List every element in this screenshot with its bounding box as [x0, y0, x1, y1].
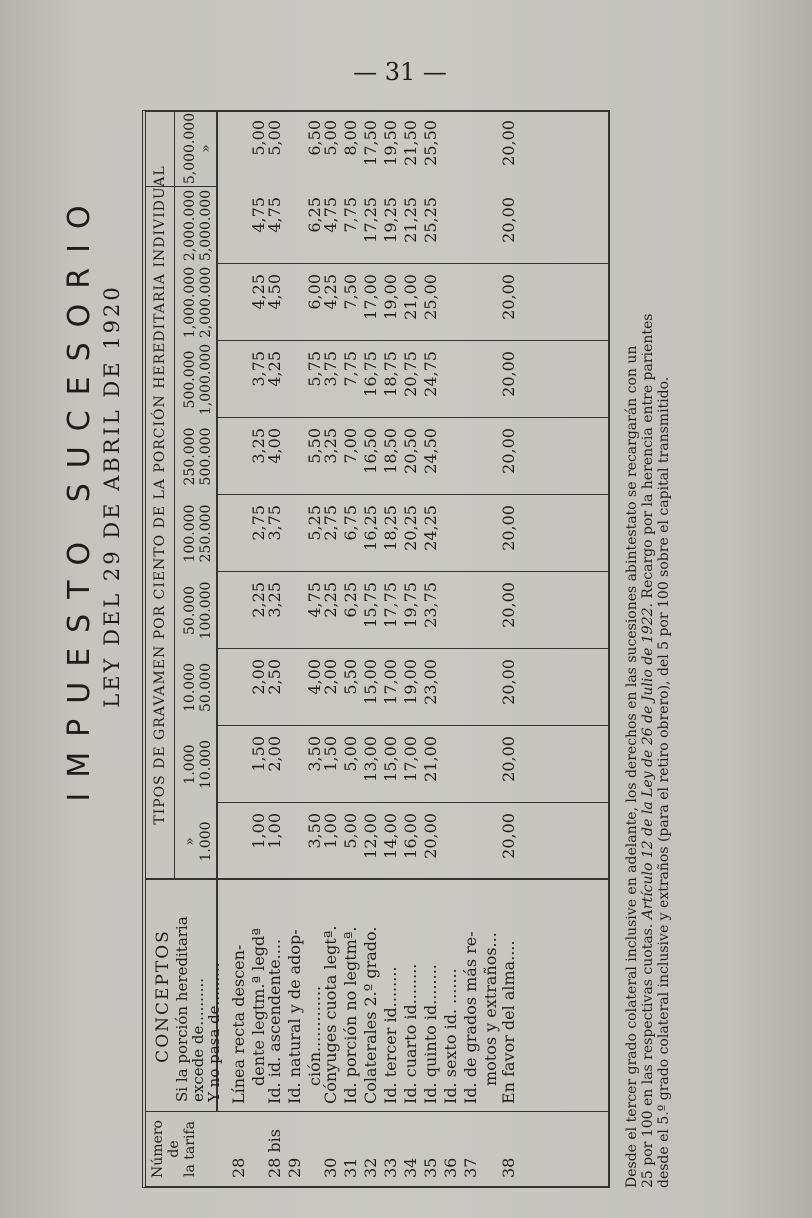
- tariff-number: 29: [285, 1157, 304, 1178]
- range-bound: 5,000.000: [182, 112, 198, 185]
- range-bound: 2,000.000: [182, 189, 198, 262]
- rate-cell: 20,50: [401, 428, 420, 474]
- rate-cell: 5,50: [341, 659, 360, 695]
- footnote-text: Recargo por la herencia entre parientes: [640, 313, 656, 604]
- rate-cell: 19,25: [381, 197, 400, 243]
- rate-cell: 4,75: [265, 197, 284, 233]
- rate-cell: 17,00: [361, 274, 380, 320]
- rate-cell: 21,25: [401, 197, 420, 243]
- rate-cell: 17,00: [401, 736, 420, 782]
- rate-cell: 20,00: [421, 813, 440, 859]
- rate-cell: 16,25: [361, 505, 380, 551]
- rotated-table-sheet: [0, 32, 812, 1216]
- range-bound: 100.000: [182, 504, 198, 563]
- range-header: [182, 803, 214, 880]
- rate-cell: 5,25: [305, 505, 324, 541]
- page-number: — 31 —: [353, 58, 447, 86]
- rate-cell: 6,00: [305, 274, 324, 310]
- rates-group-header: TIPOS DE GRAVAMEN POR CIENTO DE LA PORCIÓN HEREDITARIA INDIVIDUAL: [152, 165, 168, 825]
- rate-cell: 2,00: [265, 736, 284, 772]
- rate-cell: 19,75: [401, 582, 420, 628]
- portion-label-line: Si la porción hereditaria: [173, 916, 191, 1102]
- range-bound: 2,000.000: [198, 266, 214, 339]
- concept-label: Id. cuarto id........: [401, 963, 420, 1104]
- document-title: IMPUESTO SUCESORIO: [62, 190, 97, 802]
- rate-cell: 19,00: [401, 659, 420, 705]
- concept-label: Id. porción no legtmª.: [341, 926, 360, 1104]
- rate-cell: 18,50: [381, 428, 400, 474]
- range-header: [182, 418, 214, 495]
- rate-cell: 17,75: [381, 582, 400, 628]
- rate-cell: 20,00: [499, 736, 518, 782]
- range-bound: 100.000: [198, 581, 214, 640]
- tariff-number: 32: [361, 1157, 380, 1178]
- numero-header-line: la tarifa: [182, 1121, 198, 1177]
- rate-cell: 5,00: [341, 736, 360, 772]
- rate-cell: 20,00: [499, 813, 518, 859]
- tariff-number: 36: [441, 1157, 460, 1178]
- rate-cell: 6,25: [341, 582, 360, 618]
- rate-cell: 7,00: [341, 428, 360, 464]
- rate-cell: 7,75: [341, 351, 360, 387]
- range-header: [182, 110, 214, 187]
- range-bound: 250.000: [182, 427, 198, 486]
- concept-label: Id. natural y de adop-: [285, 929, 304, 1104]
- range-bound: 500.000: [182, 350, 198, 409]
- concept-label: Id. de grados más re-: [461, 931, 480, 1104]
- rate-cell: 1,00: [321, 813, 340, 849]
- rate-cell: 20,75: [401, 351, 420, 397]
- concept-label: ción.............: [305, 985, 324, 1086]
- rate-cell: 20,00: [499, 505, 518, 551]
- rate-cell: 2,25: [249, 582, 268, 618]
- rate-cell: 2,00: [249, 659, 268, 695]
- rate-cell: 3,75: [321, 351, 340, 387]
- rate-cell: 24,75: [421, 351, 440, 397]
- rate-cell: 4,75: [305, 582, 324, 618]
- rate-cell: 4,25: [249, 274, 268, 310]
- concept-label: motos y extraños...: [481, 932, 500, 1086]
- rate-cell: 3,25: [265, 582, 284, 618]
- range-bound: 500.000: [198, 427, 214, 486]
- rate-cell: 20,00: [499, 428, 518, 474]
- range-bound: »: [182, 837, 198, 846]
- rate-cell: 16,00: [401, 813, 420, 859]
- tariff-number: 38: [499, 1157, 518, 1178]
- rate-cell: 20,00: [499, 351, 518, 397]
- conceptos-header: CONCEPTOS: [153, 929, 173, 1063]
- tariff-number: 33: [381, 1157, 400, 1178]
- rate-cell: 23,00: [421, 659, 440, 705]
- rate-cell: 6,50: [305, 120, 324, 156]
- range-bound: 50.000: [182, 586, 198, 635]
- rate-cell: 20,00: [499, 659, 518, 705]
- rate-cell: 13,00: [361, 736, 380, 782]
- rate-cell: 12,00: [361, 813, 380, 859]
- portion-label-line: excede de..........: [189, 977, 207, 1102]
- range-header: [182, 341, 214, 418]
- tariff-number: 37: [461, 1157, 480, 1178]
- rate-cell: 5,50: [305, 428, 324, 464]
- rule: [174, 110, 175, 880]
- range-bound: 10.000: [182, 663, 198, 712]
- numero-header-line: de: [166, 1140, 182, 1158]
- rate-cell: 4,75: [321, 197, 340, 233]
- rate-cell: 1,50: [321, 736, 340, 772]
- rate-cell: 7,50: [341, 274, 360, 310]
- rate-cell: 4,00: [305, 659, 324, 695]
- rate-cell: 3,50: [305, 813, 324, 849]
- concept-label: Id. quinto id........: [421, 964, 440, 1104]
- rate-cell: 19,50: [381, 120, 400, 166]
- rate-cell: 3,75: [249, 351, 268, 387]
- rate-cell: 20,00: [499, 197, 518, 243]
- rate-cell: 6,75: [341, 505, 360, 541]
- range-header: [182, 649, 214, 726]
- rate-cell: 21,00: [421, 736, 440, 782]
- rate-cell: 5,75: [305, 351, 324, 387]
- concept-label: En favor del alma....: [499, 940, 518, 1104]
- rate-cell: 15,00: [361, 659, 380, 705]
- rate-cell: 19,00: [381, 274, 400, 320]
- rate-cell: 5,00: [265, 120, 284, 156]
- rate-cell: 17,50: [361, 120, 380, 166]
- rate-cell: 2,00: [321, 659, 340, 695]
- range-header: [182, 572, 214, 649]
- numero-header-line: Número: [150, 1120, 166, 1178]
- rate-cell: 8,00: [341, 120, 360, 156]
- footnote: [624, 108, 672, 1188]
- rate-cell: 3,25: [249, 428, 268, 464]
- rate-cell: 2,75: [321, 505, 340, 541]
- rate-cell: 4,50: [265, 274, 284, 310]
- rate-cell: 1,00: [265, 813, 284, 849]
- rate-cell: 18,75: [381, 351, 400, 397]
- concept-label: Línea recta descen-: [229, 944, 248, 1104]
- rate-cell: 17,00: [381, 659, 400, 705]
- rate-cell: 18,25: [381, 505, 400, 551]
- rate-cell: 5,00: [341, 813, 360, 849]
- footnote-text: 25 por 100 en las respectivas cuotas.: [640, 919, 656, 1188]
- rate-cell: 2,50: [265, 659, 284, 695]
- footnote-law-reference: Artículo 12 de la Ley de 26 de Julio de 1922.: [640, 603, 656, 920]
- tariff-number: 31: [341, 1157, 360, 1178]
- concept-label: Colaterales 2.º grado.: [361, 926, 380, 1104]
- rate-cell: 16,50: [361, 428, 380, 474]
- numero-header: [150, 1112, 198, 1186]
- rate-cell: 2,25: [321, 582, 340, 618]
- rate-cell: 7,75: [341, 197, 360, 233]
- rate-cell: 15,00: [381, 736, 400, 782]
- rate-cell: 21,00: [401, 274, 420, 320]
- rate-cell: 3,25: [321, 428, 340, 464]
- rate-cell: 25,50: [421, 120, 440, 166]
- rate-cell: 4,25: [265, 351, 284, 387]
- range-bound: 1.000: [182, 744, 198, 785]
- rate-cell: 14,00: [381, 813, 400, 859]
- concept-label: Id. tercer id........: [381, 966, 400, 1104]
- tariff-number: 28 bis: [265, 1128, 284, 1178]
- range-bound: 5,000.000: [198, 189, 214, 262]
- concept-label: dente legtm.ª legdª: [249, 928, 268, 1086]
- range-bound: 1,000.000: [198, 343, 214, 416]
- concept-label: Id. sexto id. .......: [441, 968, 460, 1104]
- range-bound: 250.000: [198, 504, 214, 563]
- rate-cell: 4,25: [321, 274, 340, 310]
- tariff-number: 35: [421, 1157, 440, 1178]
- range-header: [182, 264, 214, 341]
- range-bound: 10.000: [198, 740, 214, 789]
- rate-cell: 21,50: [401, 120, 420, 166]
- rate-cell: 1,00: [249, 813, 268, 849]
- concept-label: Cónyuges cuota legtª.: [321, 925, 340, 1104]
- portion-label-line: Y no pasa de.........: [205, 962, 223, 1102]
- range-header: [182, 187, 214, 264]
- range-bound: 1.000: [198, 821, 214, 862]
- footnote-line: [640, 108, 656, 1188]
- footnote-line: Desde el tercer grado colateral inclusive en adelante, los derechos en las sucesiones abintestato se recargarán con un: [624, 345, 640, 1188]
- rate-cell: 4,75: [249, 197, 268, 233]
- rate-cell: 20,00: [499, 120, 518, 166]
- rate-cell: 16,75: [361, 351, 380, 397]
- rate-cell: 5,00: [321, 120, 340, 156]
- rate-cell: 2,75: [249, 505, 268, 541]
- range-header: [182, 726, 214, 803]
- tariff-number: 30: [321, 1157, 340, 1178]
- rate-cell: 25,00: [421, 274, 440, 320]
- range-header: [182, 495, 214, 572]
- rate-cell: 3,75: [265, 505, 284, 541]
- footnote-line: desde el 5.º grado colateral inclusive y extraños (para el retiro obrero), del 5 por 100 sobre el capital transmitido.: [656, 376, 672, 1188]
- rate-cell: 20,00: [499, 274, 518, 320]
- rate-cell: 25,25: [421, 197, 440, 243]
- tariff-number: 28: [229, 1157, 248, 1178]
- rate-cell: 6,25: [305, 197, 324, 233]
- range-bound: »: [198, 144, 214, 153]
- range-bound: 1,000.000: [182, 266, 198, 339]
- rate-cell: 24,25: [421, 505, 440, 551]
- tariff-number: 34: [401, 1157, 420, 1178]
- rate-cell: 24,50: [421, 428, 440, 474]
- rate-cell: 5,00: [249, 120, 268, 156]
- rate-cell: 3,50: [305, 736, 324, 772]
- rate-cell: 23,75: [421, 582, 440, 628]
- rate-cell: 1,50: [249, 736, 268, 772]
- portion-label: [174, 916, 222, 1102]
- rate-cell: 4,00: [265, 428, 284, 464]
- rate-cell: 15,75: [361, 582, 380, 628]
- range-bound: 50.000: [198, 663, 214, 712]
- concept-label: Id. id. ascendente....: [265, 938, 284, 1104]
- rate-cell: 17,25: [361, 197, 380, 243]
- document-subtitle: LEY DEL 29 DE ABRIL DE 1920: [100, 284, 124, 708]
- rate-cell: 20,00: [499, 582, 518, 628]
- tax-rate-table: [142, 110, 610, 1188]
- rate-cell: 20,25: [401, 505, 420, 551]
